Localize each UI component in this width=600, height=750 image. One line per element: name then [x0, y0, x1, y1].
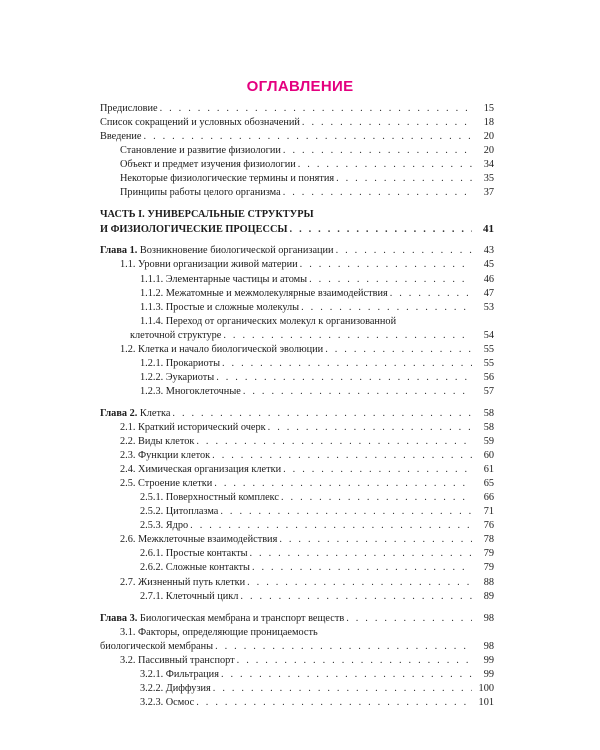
page-number: 20 [483, 145, 494, 157]
dot-leader [336, 244, 472, 258]
toc-entry [100, 477, 494, 491]
page-number: 79 [483, 562, 494, 574]
toc-entry [100, 172, 494, 186]
page-number: 98 [483, 612, 494, 624]
dot-leader [237, 654, 472, 668]
chapter-label: Глава 2. [100, 407, 138, 419]
entry-title: 1.1.3. Простые и сложные молекулы [140, 301, 300, 313]
page-number: 79 [483, 548, 494, 560]
chapter-title: Возникновение биологической организации [137, 245, 334, 257]
dot-leader [281, 491, 472, 505]
page-number: 66 [483, 492, 494, 504]
dot-leader [196, 435, 472, 449]
page-number: 65 [483, 478, 494, 490]
toc-entry [100, 421, 494, 435]
page-number: 99 [483, 654, 494, 666]
page-number: 101 [478, 696, 494, 708]
entry-title: 3.2. Пассивный транспорт [120, 654, 235, 666]
entry-title: Предисловие [100, 103, 158, 114]
toc-entry [100, 287, 494, 301]
toc-entry [100, 491, 494, 505]
page-number: 53 [483, 301, 494, 313]
part-heading-text: ЧАСТЬ I. УНИВЕРСАЛЬНЫЕ СТРУКТУРЫ [100, 209, 314, 221]
table-of-contents [100, 102, 494, 710]
entry-title: 1.1.2. Межатомные и межмолекулярные взаимодействия [140, 287, 388, 299]
dot-leader [346, 612, 472, 626]
entry-title: Становление и развитие физиологии [120, 145, 281, 157]
entry-title: 2.4. Химическая организация клетки [120, 464, 282, 476]
dot-leader [283, 186, 472, 200]
toc-entry [100, 590, 494, 604]
toc-entry [100, 519, 494, 533]
dot-leader [300, 258, 472, 272]
entry-title: 2.2. Виды клеток [120, 436, 195, 448]
page-number: 55 [483, 343, 494, 355]
dot-leader [216, 371, 472, 385]
toc-entry [100, 640, 494, 654]
page-number: 47 [483, 287, 494, 299]
page-number: 88 [483, 576, 494, 588]
section-gap [100, 236, 494, 244]
page-number: 15 [483, 103, 494, 114]
entry-title: 2.7. Жизненный путь клетки [120, 576, 246, 588]
entry-title: 2.6. Межклеточные взаимодействия [120, 534, 278, 546]
page-number: 34 [483, 159, 494, 171]
toc-entry [100, 435, 494, 449]
page-number: 35 [483, 173, 494, 185]
dot-leader [243, 385, 472, 399]
part-heading-text: И ФИЗИОЛОГИЧЕСКИЕ ПРОЦЕССЫ [100, 224, 288, 236]
page-number: 41 [483, 223, 494, 236]
toc-entry [100, 505, 494, 519]
entry-title: биологической мембраны [100, 640, 214, 652]
dot-leader [196, 696, 472, 710]
chapter-entry [100, 407, 494, 421]
dot-leader [325, 343, 472, 357]
page-number: 98 [483, 640, 494, 652]
page-number: 18 [483, 117, 494, 129]
page-number: 100 [478, 682, 494, 694]
entry-title: 1.2.2. Эукариоты [140, 371, 215, 383]
toc-entry [100, 130, 494, 144]
toc-entry [100, 449, 494, 463]
section-gap [100, 200, 494, 208]
dot-leader [223, 329, 472, 343]
page-number: 45 [483, 259, 494, 271]
section-gap [100, 604, 494, 612]
dot-leader [283, 463, 472, 477]
toc-title: ОГЛАВЛЕНИЕ [246, 78, 354, 95]
toc-entry [100, 463, 494, 477]
page-number: 61 [483, 464, 494, 476]
dot-leader [247, 576, 472, 590]
toc-entry [100, 144, 494, 158]
dot-leader [172, 407, 472, 421]
page-number: 89 [483, 590, 494, 602]
dot-leader [279, 533, 472, 547]
toc-entry [100, 547, 494, 561]
page-number: 56 [483, 371, 494, 383]
dot-leader [290, 223, 472, 237]
page-number: 58 [483, 421, 494, 433]
dot-leader [302, 116, 472, 130]
page-number: 78 [483, 534, 494, 546]
page-number: 37 [483, 187, 494, 199]
entry-title: 2.1. Краткий исторический очерк [120, 421, 266, 433]
section-gap [100, 399, 494, 407]
entry-title: 2.7.1. Клеточный цикл [140, 590, 239, 602]
toc-entry [100, 682, 494, 696]
dot-leader [301, 301, 472, 315]
entry-title: 1.2.1. Прокариоты [140, 357, 220, 369]
entry-title: 2.5.1. Поверхностный комплекс [140, 492, 279, 504]
entry-title: Список сокращений и условных обозначений [100, 117, 300, 129]
page-number: 55 [483, 357, 494, 369]
entry-title: Некоторые физиологические термины и понятия [120, 173, 335, 185]
toc-entry [100, 315, 494, 329]
entry-title: 3.2.3. Осмос [140, 696, 195, 708]
entry-title: 2.6.1. Простые контакты [140, 548, 248, 560]
toc-entry [100, 357, 494, 371]
page-number: 46 [483, 273, 494, 285]
page-number: 58 [483, 407, 494, 419]
entry-title: 1.1.1. Элементарные частицы и атомы [140, 273, 308, 285]
entry-title: Объект и предмет изучения физиологии [120, 159, 296, 171]
entry-title: клеточной структуре [130, 329, 222, 341]
chapter-label: Глава 1. [100, 245, 138, 257]
toc-entry [100, 158, 494, 172]
entry-title: 2.6.2. Сложные контакты [140, 562, 250, 574]
part-heading-line-1 [100, 208, 494, 222]
page-number: 20 [483, 131, 494, 143]
dot-leader [390, 287, 472, 301]
dot-leader [240, 590, 472, 604]
toc-entry [100, 186, 494, 200]
entry-title: 1.2.3. Многоклеточные [140, 385, 241, 397]
toc-entry [100, 301, 494, 315]
page-number: 59 [483, 436, 494, 448]
dot-leader [298, 158, 472, 172]
dot-leader [309, 273, 472, 287]
toc-entry [100, 533, 494, 547]
dot-leader [215, 640, 472, 654]
dot-leader [214, 477, 472, 491]
entry-title: 2.5.2. Цитоплазма [140, 506, 219, 518]
toc-entry [100, 329, 494, 343]
dot-leader [144, 130, 472, 144]
page-number: 43 [483, 245, 494, 257]
toc-entry [100, 273, 494, 287]
dot-leader [252, 561, 472, 575]
page-number: 71 [483, 506, 494, 518]
chapter-label: Глава 3. [100, 612, 138, 624]
toc-entry [100, 696, 494, 710]
entry-title: 2.3. Функции клеток [120, 450, 211, 462]
page-number: 57 [483, 385, 494, 397]
dot-leader [160, 102, 472, 116]
dot-leader [190, 519, 472, 533]
chapter-title: Клетка [137, 407, 171, 419]
toc-entry [100, 371, 494, 385]
dot-leader [221, 668, 472, 682]
entry-title: 3.1. Факторы, определяющие проницаемость [120, 626, 318, 638]
toc-entry [100, 576, 494, 590]
chapter-title: Биологическая мембрана и транспорт веществ [137, 612, 345, 624]
page-number: 99 [483, 668, 494, 680]
toc-entry [100, 385, 494, 399]
toc-entry [100, 343, 494, 357]
page-number: 60 [483, 450, 494, 462]
toc-entry [100, 102, 494, 116]
page-number: 54 [483, 329, 494, 341]
dot-leader [336, 172, 472, 186]
toc-entry [100, 116, 494, 130]
toc-entry [100, 668, 494, 682]
entry-title: 2.5. Строение клетки [120, 478, 213, 490]
toc-entry [100, 626, 494, 640]
toc-entry [100, 258, 494, 272]
entry-title: 3.2.1. Фильтрация [140, 668, 219, 680]
toc-entry [100, 561, 494, 575]
page-number: 76 [483, 520, 494, 532]
dot-leader [283, 144, 472, 158]
entry-title: 1.1. Уровни организации живой материи [120, 259, 298, 271]
dot-leader [268, 421, 472, 435]
entry-title: 1.1.4. Переход от органических молекул к организованной [140, 315, 397, 327]
dot-leader [212, 449, 472, 463]
entry-title: 1.2. Клетка и начало биологической эволюции [120, 343, 324, 355]
toc-entry [100, 654, 494, 668]
entry-title: Введение [100, 131, 142, 143]
dot-leader [213, 682, 472, 696]
entry-title: 3.2.2. Диффузия [140, 682, 211, 694]
entry-title: 2.5.3. Ядро [140, 520, 189, 532]
chapter-entry [100, 244, 494, 258]
entry-title: Принципы работы целого организма [120, 187, 281, 199]
part-heading-line-2 [100, 222, 494, 236]
chapter-entry [100, 612, 494, 626]
dot-leader [220, 505, 472, 519]
dot-leader [249, 547, 472, 561]
dot-leader [222, 357, 472, 371]
